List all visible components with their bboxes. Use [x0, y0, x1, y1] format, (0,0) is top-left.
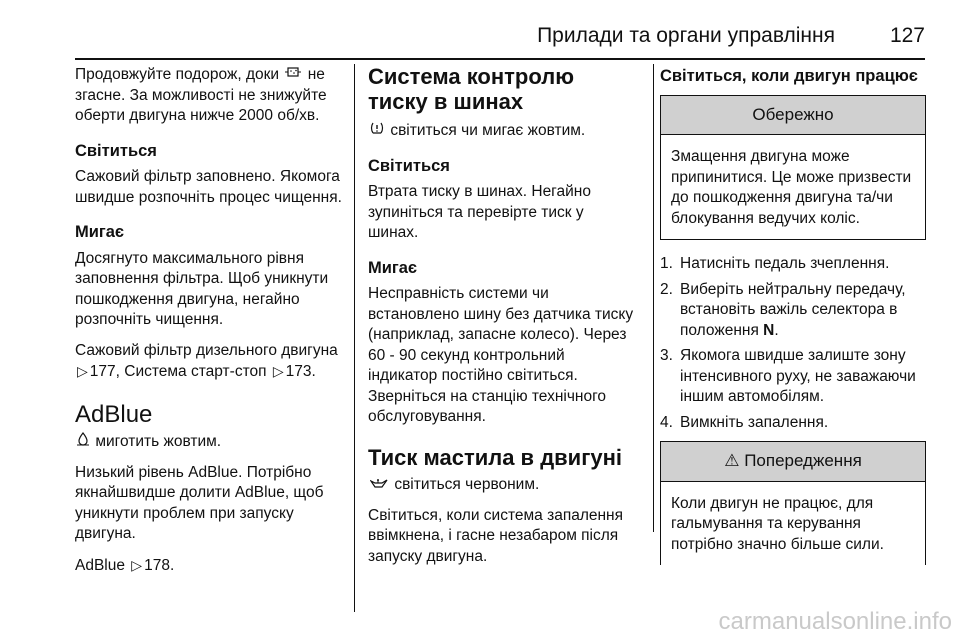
tpms-icon-line: світиться чи мигає жовтим. — [368, 120, 636, 142]
page-ref-icon: ▷ — [272, 363, 284, 379]
reference-paragraph: Сажовий фільтр дизельного двигуна ▷ 177, Система старт-стоп ▷ 173. — [75, 341, 338, 380]
page-number: 127 — [889, 24, 925, 47]
page-ref-icon: ▷ — [77, 363, 88, 379]
adblue-ref-link[interactable]: 178. — [144, 556, 175, 574]
svitytsia-text: Сажовий фільтр заповнено. Якомога швидше розпочніть процес чищення. — [75, 168, 342, 206]
warning-title: Попередження — [744, 451, 862, 470]
adblue-heading: AdBlue — [75, 400, 153, 428]
warning-box — [660, 441, 926, 565]
column-divider — [354, 64, 355, 612]
list-item: 4. Вимкніть запалення. — [660, 413, 829, 431]
tpms-svitytsia-text: Втрата тиску в шинах. Негайно зупиніться та перевірте тиск у шинах. — [368, 183, 591, 241]
caution-box — [660, 95, 926, 241]
warning-title-bar — [661, 442, 925, 482]
column-2 — [368, 64, 636, 577]
intro-paragraph: Продовжуйте подорож, доки не згасне. За можливості не знижуйте оберти двигуна нижче 2000 об/хв. — [75, 66, 327, 124]
myhaie-text: Досягнуто максимального рівня заповнення фільтра. Щоб уникнути пошкодження двигуна, негайно розпочніть чищення. — [75, 249, 329, 328]
oil-can-icon — [370, 474, 388, 495]
oil-pressure-heading: Тиск мастила в двигуні — [368, 444, 623, 470]
watermark: carmanualsonline.info — [718, 608, 952, 635]
oil-icon-line: світиться червоним. — [368, 474, 636, 496]
page-ref-icon: ▷ — [131, 556, 143, 573]
warning-triangle-icon: ⚠ — [724, 451, 740, 470]
tpms-heading: Система контролю тиску в шинах — [368, 64, 575, 114]
column-3 — [660, 64, 926, 579]
adblue-reference: AdBlue ▷ 178. — [75, 556, 175, 574]
svitytsia-heading: Світиться — [75, 141, 157, 160]
tire-pressure-icon — [370, 120, 384, 141]
column-1 — [75, 64, 347, 586]
steps-list — [660, 254, 926, 433]
list-item: 3. Якомога швидше залиште зону інтенсивного руху, не заважаючи іншим автомобілям. — [660, 347, 916, 405]
warning-text: Коли двигун не працює, для гальмування та керування потрібно значно більше сили. — [671, 494, 884, 553]
tpms-myhaie-heading: Мигає — [368, 258, 418, 277]
column-divider — [653, 64, 654, 532]
myhaie-heading: Мигає — [75, 223, 125, 241]
ref-link-a[interactable]: 177, Система старт-стоп — [89, 363, 267, 380]
caution-text: Змащення двигуна може припинитися. Це може призвести до пошкодження двигуна та/чи блокування ведучих коліс. — [671, 148, 912, 227]
adblue-text: Низький рівень AdBlue. Потрібно якнайшвидше долити AdBlue, щоб уникнути проблем при запуску двигуна. — [75, 463, 324, 542]
oil-text: Світиться, коли система запалення ввімкнена, і гасне незабаром після запуску двигуна. — [368, 506, 624, 565]
adblue-icon-line: миготить жовтим. — [75, 431, 347, 453]
tpms-myhaie-text: Несправність системи чи встановлено шину без датчика тиску (наприклад, запасне колесо). Через 60 - 90 секунд контрольний індикатор постійно світиться. Зверніться на станцію технічного обслуговування. — [368, 285, 634, 425]
page-header — [75, 22, 925, 60]
tpms-svitytsia-heading: Світиться — [368, 156, 450, 175]
page-title: Прилади та органи управління — [537, 24, 835, 47]
list-item: 1. Натисніть педаль зчеплення. — [660, 255, 890, 272]
adblue-icon — [77, 431, 89, 452]
list-item: 2. Виберіть нейтральну передачу, встановіть важіль селектора в положення N. — [660, 280, 906, 339]
dpf-icon — [285, 64, 301, 85]
engine-running-heading: Світиться, коли двигун працює — [660, 67, 918, 85]
caution-title: Обережно — [661, 96, 925, 136]
ref-link-b[interactable]: 173. — [285, 363, 316, 380]
